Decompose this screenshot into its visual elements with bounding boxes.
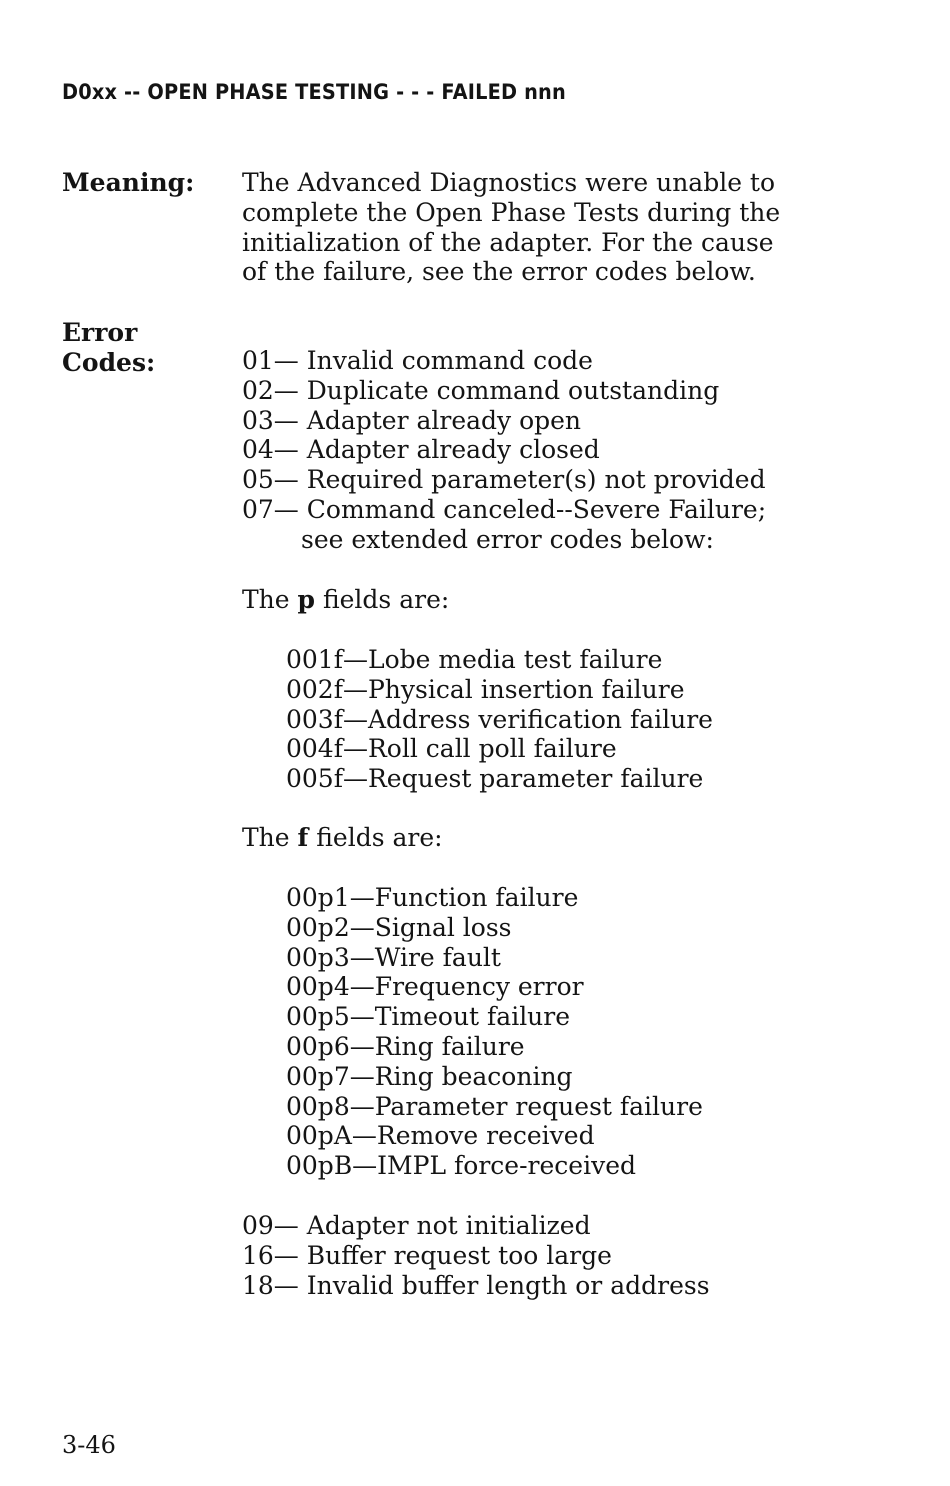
section-heading: D0xx -- OPEN PHASE TESTING - - - FAILED nnn [62,80,566,104]
error-code-item: 01— Invalid command code [242,346,593,375]
p-field-item: 003f—Address verification failure [286,704,713,734]
f-fields-intro-bold: f [297,823,309,852]
p-field-item: 005f—Request parameter failure [286,764,704,794]
f-field-item: 00p5—Timeout failure [286,1002,571,1032]
p-field-item: 002f—Physical insertion failure [286,674,685,704]
p-fields-intro-after: fields are: [315,585,450,614]
p-fields-intro [242,585,449,615]
error-code-item: 07— Command canceled--Severe Failure; [242,494,767,524]
meaning-line: The Advanced Diagnostics were unable to [242,168,776,197]
error-code-item: 02— Duplicate command outstanding [242,375,720,405]
f-fields-intro [242,823,443,853]
f-field-item: 00pA—Remove received [286,1121,595,1151]
p-fields-intro-bold: p [297,585,316,614]
f-field-item: 00p6—Ring failure [286,1031,525,1061]
error-code-item: 09— Adapter not initialized [242,1211,591,1240]
error-code-item: 03— Adapter already open [242,405,582,435]
f-field-item: 00p4—Frequency error [286,972,584,1002]
meaning-line: initialization of the adapter. For the cause [242,227,774,257]
error-code-list [242,346,766,555]
f-field-item: 00p1—Function failure [286,883,579,912]
page-number: 3-46 [62,1431,116,1459]
meaning-text [242,168,780,287]
f-field-item: 00p8—Parameter request failure [286,1091,703,1121]
f-field-item: 00p7—Ring beaconing [286,1061,573,1091]
meaning-line: of the failure, see the error codes below. [242,257,756,287]
p-fields-intro-before: The [242,585,298,614]
f-field-item: 00pB—IMPL force-received [286,1151,636,1181]
error-codes-label-line2: Codes: [62,348,156,377]
p-field-list [286,645,713,794]
error-code-item: 18— Invalid buffer length or address [242,1270,710,1300]
meaning-label: Meaning: [62,168,195,197]
meaning-line: complete the Open Phase Tests during the [242,197,781,227]
error-code-item: 04— Adapter already closed [242,435,600,465]
error-code-continuation: see extended error codes below: [301,524,714,554]
error-code-item: 16— Buffer request too large [242,1240,612,1270]
f-fields-intro-before: The [242,823,298,852]
p-field-item: 001f—Lobe media test failure [286,645,663,674]
p-field-item: 004f—Roll call poll failure [286,734,617,764]
f-field-item: 00p3—Wire fault [286,942,501,972]
f-fields-intro-after: fields are: [308,823,443,852]
f-field-item: 00p2—Signal loss [286,912,512,942]
error-codes-label-line1: Error [62,318,138,347]
f-field-list [286,883,703,1181]
more-error-code-list [242,1211,710,1300]
error-code-item: 05— Required parameter(s) not provided [242,465,766,495]
